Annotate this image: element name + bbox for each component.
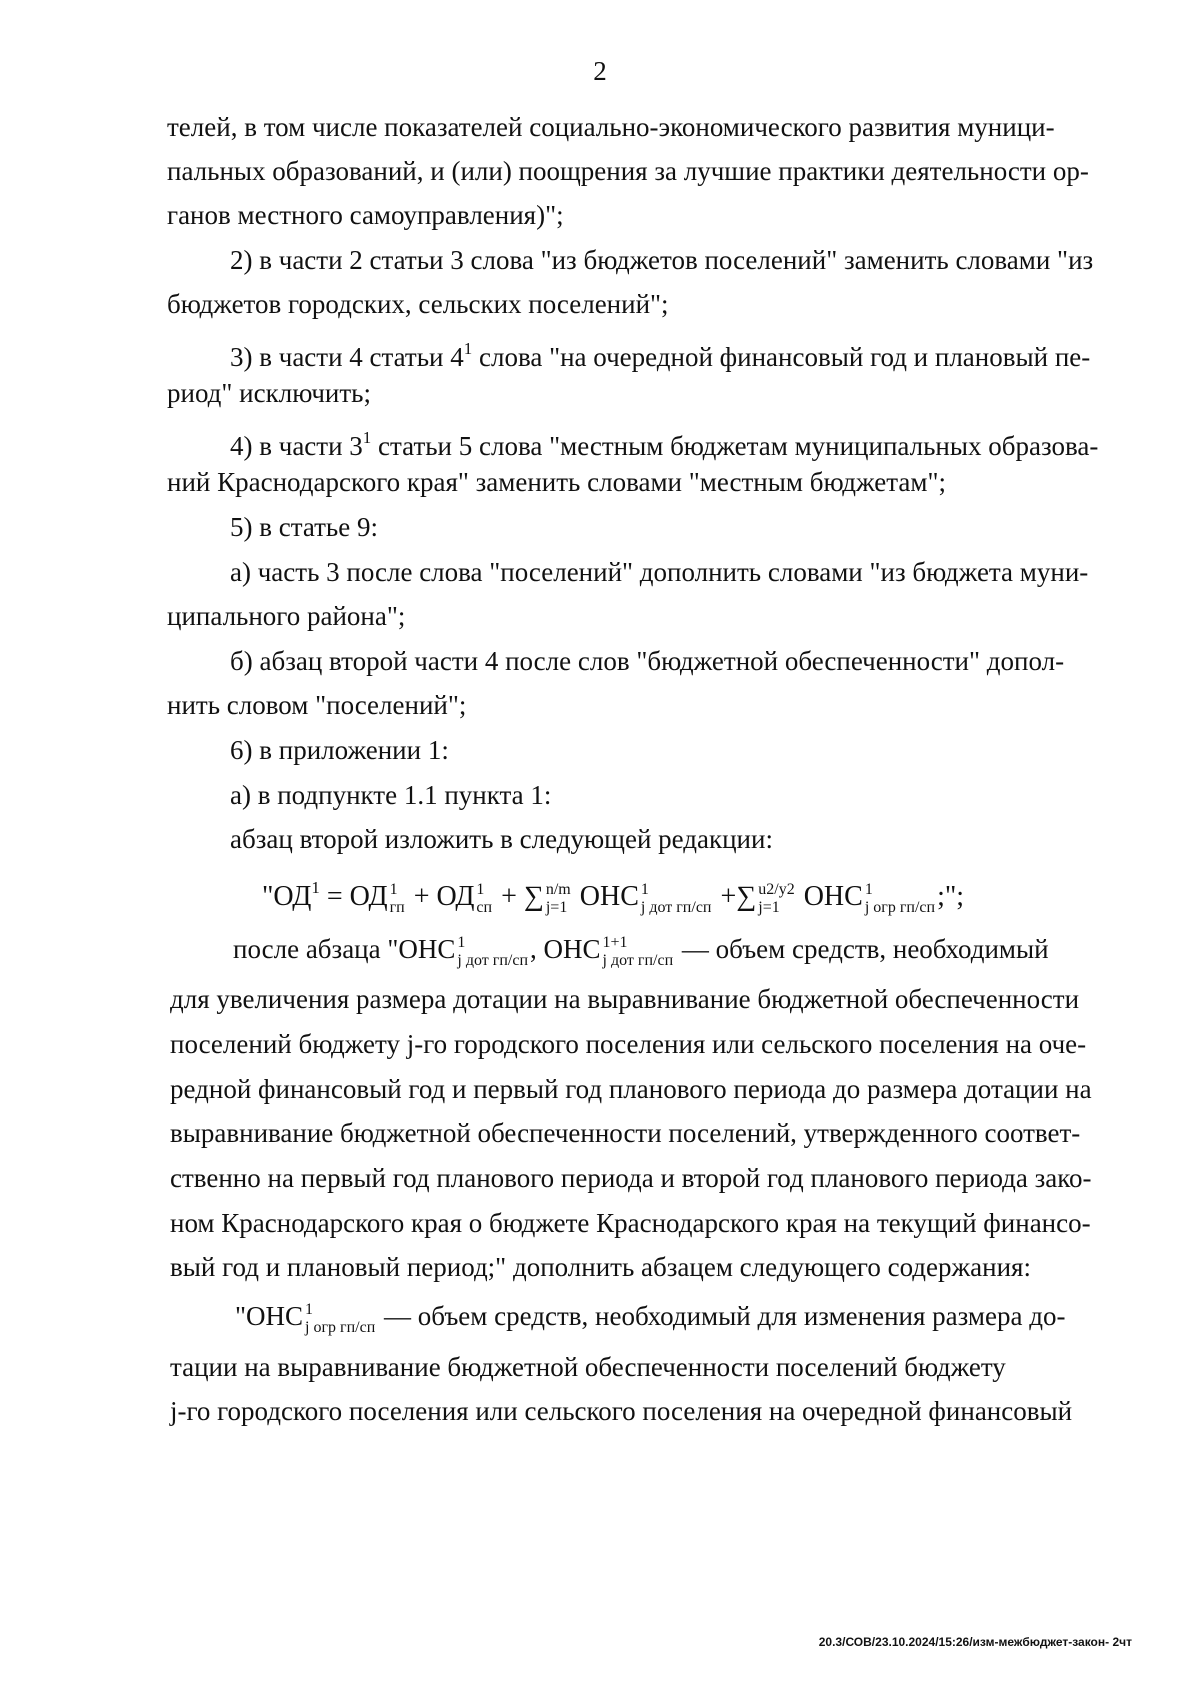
formula: "$ОД^1$ = ОД 1 гп + ОД 1 сп + ∑ n/m j=1 ОНС 1 j дот гп/сп +∑ u2/y2 j=1 ОНС 1 j огр гп/сп ;";	[262, 878, 965, 916]
text-line: а) в подпункте 1.1 пункта 1:	[230, 780, 552, 810]
text-fragment: 4) в части 3	[230, 431, 363, 461]
text-line: для увеличения размера дотации на выравнивание бюджетной обеспеченности	[170, 984, 1080, 1014]
text-line: после абзаца "ОНС 1 j дот гп/сп , ОНС 1+1 j дот гп/сп — объем средств, необходимый	[233, 933, 1049, 969]
footer-code: 20.3/СОВ/23.10.2024/15:26/изм-межбюджет-закон- 2чт	[818, 1635, 1132, 1649]
text-line: ственно на первый год планового периода и второй год планового периода зако-	[170, 1163, 1092, 1193]
text-line: 6) в приложении 1:	[230, 735, 449, 765]
text-line: 5) в статье 9:	[230, 512, 378, 542]
text-line	[167, 110, 1075, 144]
text-line: поселений бюджету j-го городского поселения или сельского поселения на оче-	[170, 1029, 1087, 1059]
text-line: 2) в части 2 статьи 3 слова "из бюджетов поселений" заменить словами "из	[230, 245, 1094, 275]
superscript: 1	[362, 428, 372, 447]
text-line: пальных образований, и (или) поощрения за лучшие практики деятельности ор-	[167, 156, 1089, 186]
text-line: вый год и плановый период;" дополнить абзацем следующего содержания:	[170, 1252, 1031, 1282]
text-fragment: статьи 5 слова "местным бюджетам муниципальных образова-	[371, 431, 1099, 461]
text-line	[230, 421, 1098, 463]
text-line-content: телей, в том числе показателей социально-экономического развития муници-	[167, 112, 1055, 142]
text-line: редной финансовый год и первый год планового периода до размера дотации на	[170, 1074, 1092, 1104]
text-line: выравнивание бюджетной обеспеченности поселений, утвержденного соответ-	[170, 1118, 1081, 1148]
text-line: нить словом "поселений";	[167, 690, 467, 720]
text-line: тации на выравнивание бюджетной обеспеченности поселений бюджету	[170, 1352, 1006, 1382]
text-line: абзац второй изложить в следующей редакции:	[230, 824, 773, 854]
text-line: j-го городского поселения или сельского поселения на очередной финансовый	[170, 1396, 1073, 1426]
text-line: бюджетов городских, сельских поселений";	[167, 289, 669, 319]
text-fragment: 3) в части 4 статьи 4	[230, 342, 464, 372]
text-line: ном Краснодарского края о бюджете Краснодарского края на текущий финансо-	[170, 1208, 1091, 1238]
text-line: б) абзац второй части 4 после слов "бюджетной обеспеченности" допол-	[230, 646, 1065, 676]
text-line	[230, 332, 1090, 374]
superscript: 1	[463, 339, 473, 358]
page-number: 2	[593, 56, 607, 86]
text-line: а) часть 3 после слова "поселений" дополнить словами "из бюджета муни-	[230, 557, 1089, 587]
text-fragment: слова "на очередной финансовый год и плановый пе-	[472, 342, 1091, 372]
text-line: ципального района";	[167, 601, 406, 631]
text-line: риод" исключить;	[167, 378, 371, 408]
text-line: ганов местного самоуправления)";	[167, 200, 564, 230]
text-line: ний Краснодарского края" заменить словами "местным бюджетам";	[167, 467, 946, 497]
text-line: "ОНС 1 j огр гп/сп — объем средств, необходимый для изменения размера до-	[235, 1300, 1066, 1336]
